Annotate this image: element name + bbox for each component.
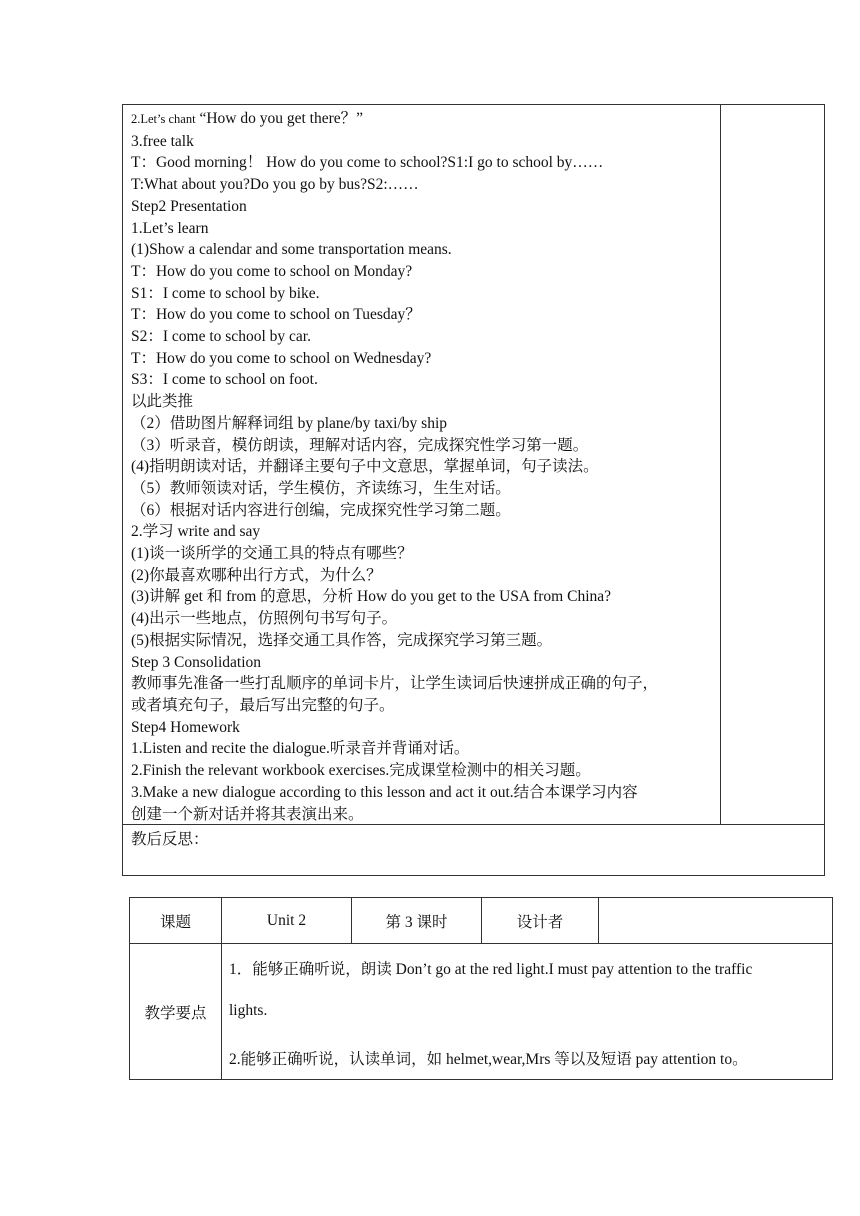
lesson-number: 第 3 课时: [385, 913, 448, 931]
line-text: 教师事先准备一些打乱顺序的单词卡片，让学生读词后快速拼成正确的句子，: [131, 675, 659, 693]
line-text: (3)讲解 get 和 from 的意思，分析 How do you get to the USA from China?: [131, 588, 612, 606]
procedure-line: [131, 261, 719, 283]
procedure-line: [131, 131, 719, 153]
procedure-line: [131, 369, 719, 391]
line-text: S2：I come to school by car.: [131, 328, 311, 346]
line-text: （3）听录音，模仿朗读，理解对话内容，完成探究性学习第一题。: [131, 436, 589, 454]
procedure-line: [131, 435, 719, 457]
line-text: 3.Make a new dialogue according to this lesson and act it out.结合本课学习内容: [131, 783, 638, 801]
procedure-line: [131, 218, 719, 240]
line-text: “How do you get there？”: [195, 110, 364, 127]
procedure-line: [131, 608, 719, 630]
objectives-label: 教学要点: [144, 1004, 207, 1022]
line-text: T：How do you come to school on Monday?: [131, 262, 413, 280]
line-text: 创建一个新对话并将其表演出来。: [131, 805, 364, 823]
procedure-line: [131, 239, 719, 261]
line-text: (4)指明朗读对话，并翻译主要句子中文意思，掌握单词，句子读法。: [131, 458, 599, 476]
procedure-line: [131, 456, 719, 478]
objective-line: lights.: [229, 1002, 268, 1019]
line-text: 或者填充句子，最后写出完整的句子。: [131, 696, 395, 714]
procedure-line: [131, 326, 719, 348]
line-text: 1.Listen and recite the dialogue.听录音并背诵对话。: [131, 740, 470, 758]
line-text: (1)谈一谈所学的交通工具的特点有哪些？: [131, 545, 413, 563]
line-text: （6）根据对话内容进行创编，完成探究性学习第二题。: [131, 501, 511, 519]
procedure-content: [131, 108, 719, 825]
line-text: 2.学习 write and say: [131, 523, 261, 541]
line-text: S1：I come to school by bike.: [131, 284, 320, 302]
procedure-line: [131, 500, 719, 522]
line-text: T：How do you come to school on Tuesday？: [131, 306, 421, 324]
procedure-line: [131, 174, 719, 196]
objective-line: 1．能够正确听说，朗读 Don’t go at the red light.I must pay attention to the traffic: [229, 961, 753, 978]
topic-label: 课题: [159, 913, 191, 931]
line-text: 2.Finish the relevant workbook exercises.完成课堂检测中的相关习题。: [131, 762, 591, 780]
procedure-line: [131, 782, 719, 804]
designer-value: [599, 898, 832, 943]
lesson-procedure-table: [122, 104, 825, 876]
procedure-line: [131, 304, 719, 326]
procedure-line: [131, 565, 719, 587]
procedure-line: [131, 108, 719, 131]
line-text: Step2 Presentation: [131, 197, 247, 215]
line-text: T：How do you come to school on Wednesday?: [131, 349, 432, 367]
procedure-line: [131, 695, 719, 717]
procedure-line: [131, 586, 719, 608]
lesson-plan-header-table: [129, 897, 833, 1080]
designer-label: 设计者: [516, 913, 564, 931]
row-divider: [130, 943, 832, 944]
line-prefix: 2.Let’s chant: [131, 112, 196, 126]
procedure-line: [131, 760, 719, 782]
line-text: (1)Show a calendar and some transportation means.: [131, 241, 452, 259]
line-text: S3：I come to school on foot.: [131, 371, 318, 389]
line-text: 以此类推: [131, 393, 194, 411]
procedure-line: [131, 413, 719, 435]
line-text: T:What about you?Do you go by bus?S2:……: [131, 176, 419, 194]
procedure-line: [131, 630, 719, 652]
reflection-label: 教后反思：: [131, 831, 209, 848]
line-text: 1.Let’s learn: [131, 219, 209, 237]
procedure-line: [131, 673, 719, 695]
line-text: 3.free talk: [131, 132, 194, 150]
line-text: (2)你最喜欢哪种出行方式，为什么？: [131, 566, 382, 584]
procedure-line: [131, 196, 719, 218]
line-text: T：Good morning！ How do you come to school?S1:I go to school by……: [131, 154, 604, 172]
line-text: (5)根据实际情况，选择交通工具作答，完成探究学习第三题。: [131, 631, 553, 649]
line-text: Step4 Homework: [131, 718, 240, 736]
topic-value: Unit 2: [266, 911, 307, 929]
line-text: (4)出示一些地点，仿照例句书写句子。: [131, 610, 398, 628]
procedure-line: [131, 521, 719, 543]
procedure-line: [131, 804, 719, 826]
procedure-line: [131, 543, 719, 565]
procedure-line: [131, 348, 719, 370]
line-text: （2）借助图片解释词组 by plane/by taxi/by ship: [131, 414, 448, 432]
procedure-line: [131, 738, 719, 760]
procedure-line: [131, 391, 719, 413]
objective-line: 2.能够正确听说，认读单词，如 helmet,wear,Mrs 等以及短语 pay attention to。: [229, 1051, 748, 1068]
procedure-line: [131, 652, 719, 674]
line-text: Step 3 Consolidation: [131, 653, 262, 671]
procedure-line: [131, 717, 719, 739]
procedure-line: [131, 283, 719, 305]
procedure-line: [131, 478, 719, 500]
line-text: （5）教师领读对话，学生模仿，齐读练习，生生对话。: [131, 479, 511, 497]
column-divider: [720, 105, 721, 824]
procedure-line: [131, 152, 719, 174]
